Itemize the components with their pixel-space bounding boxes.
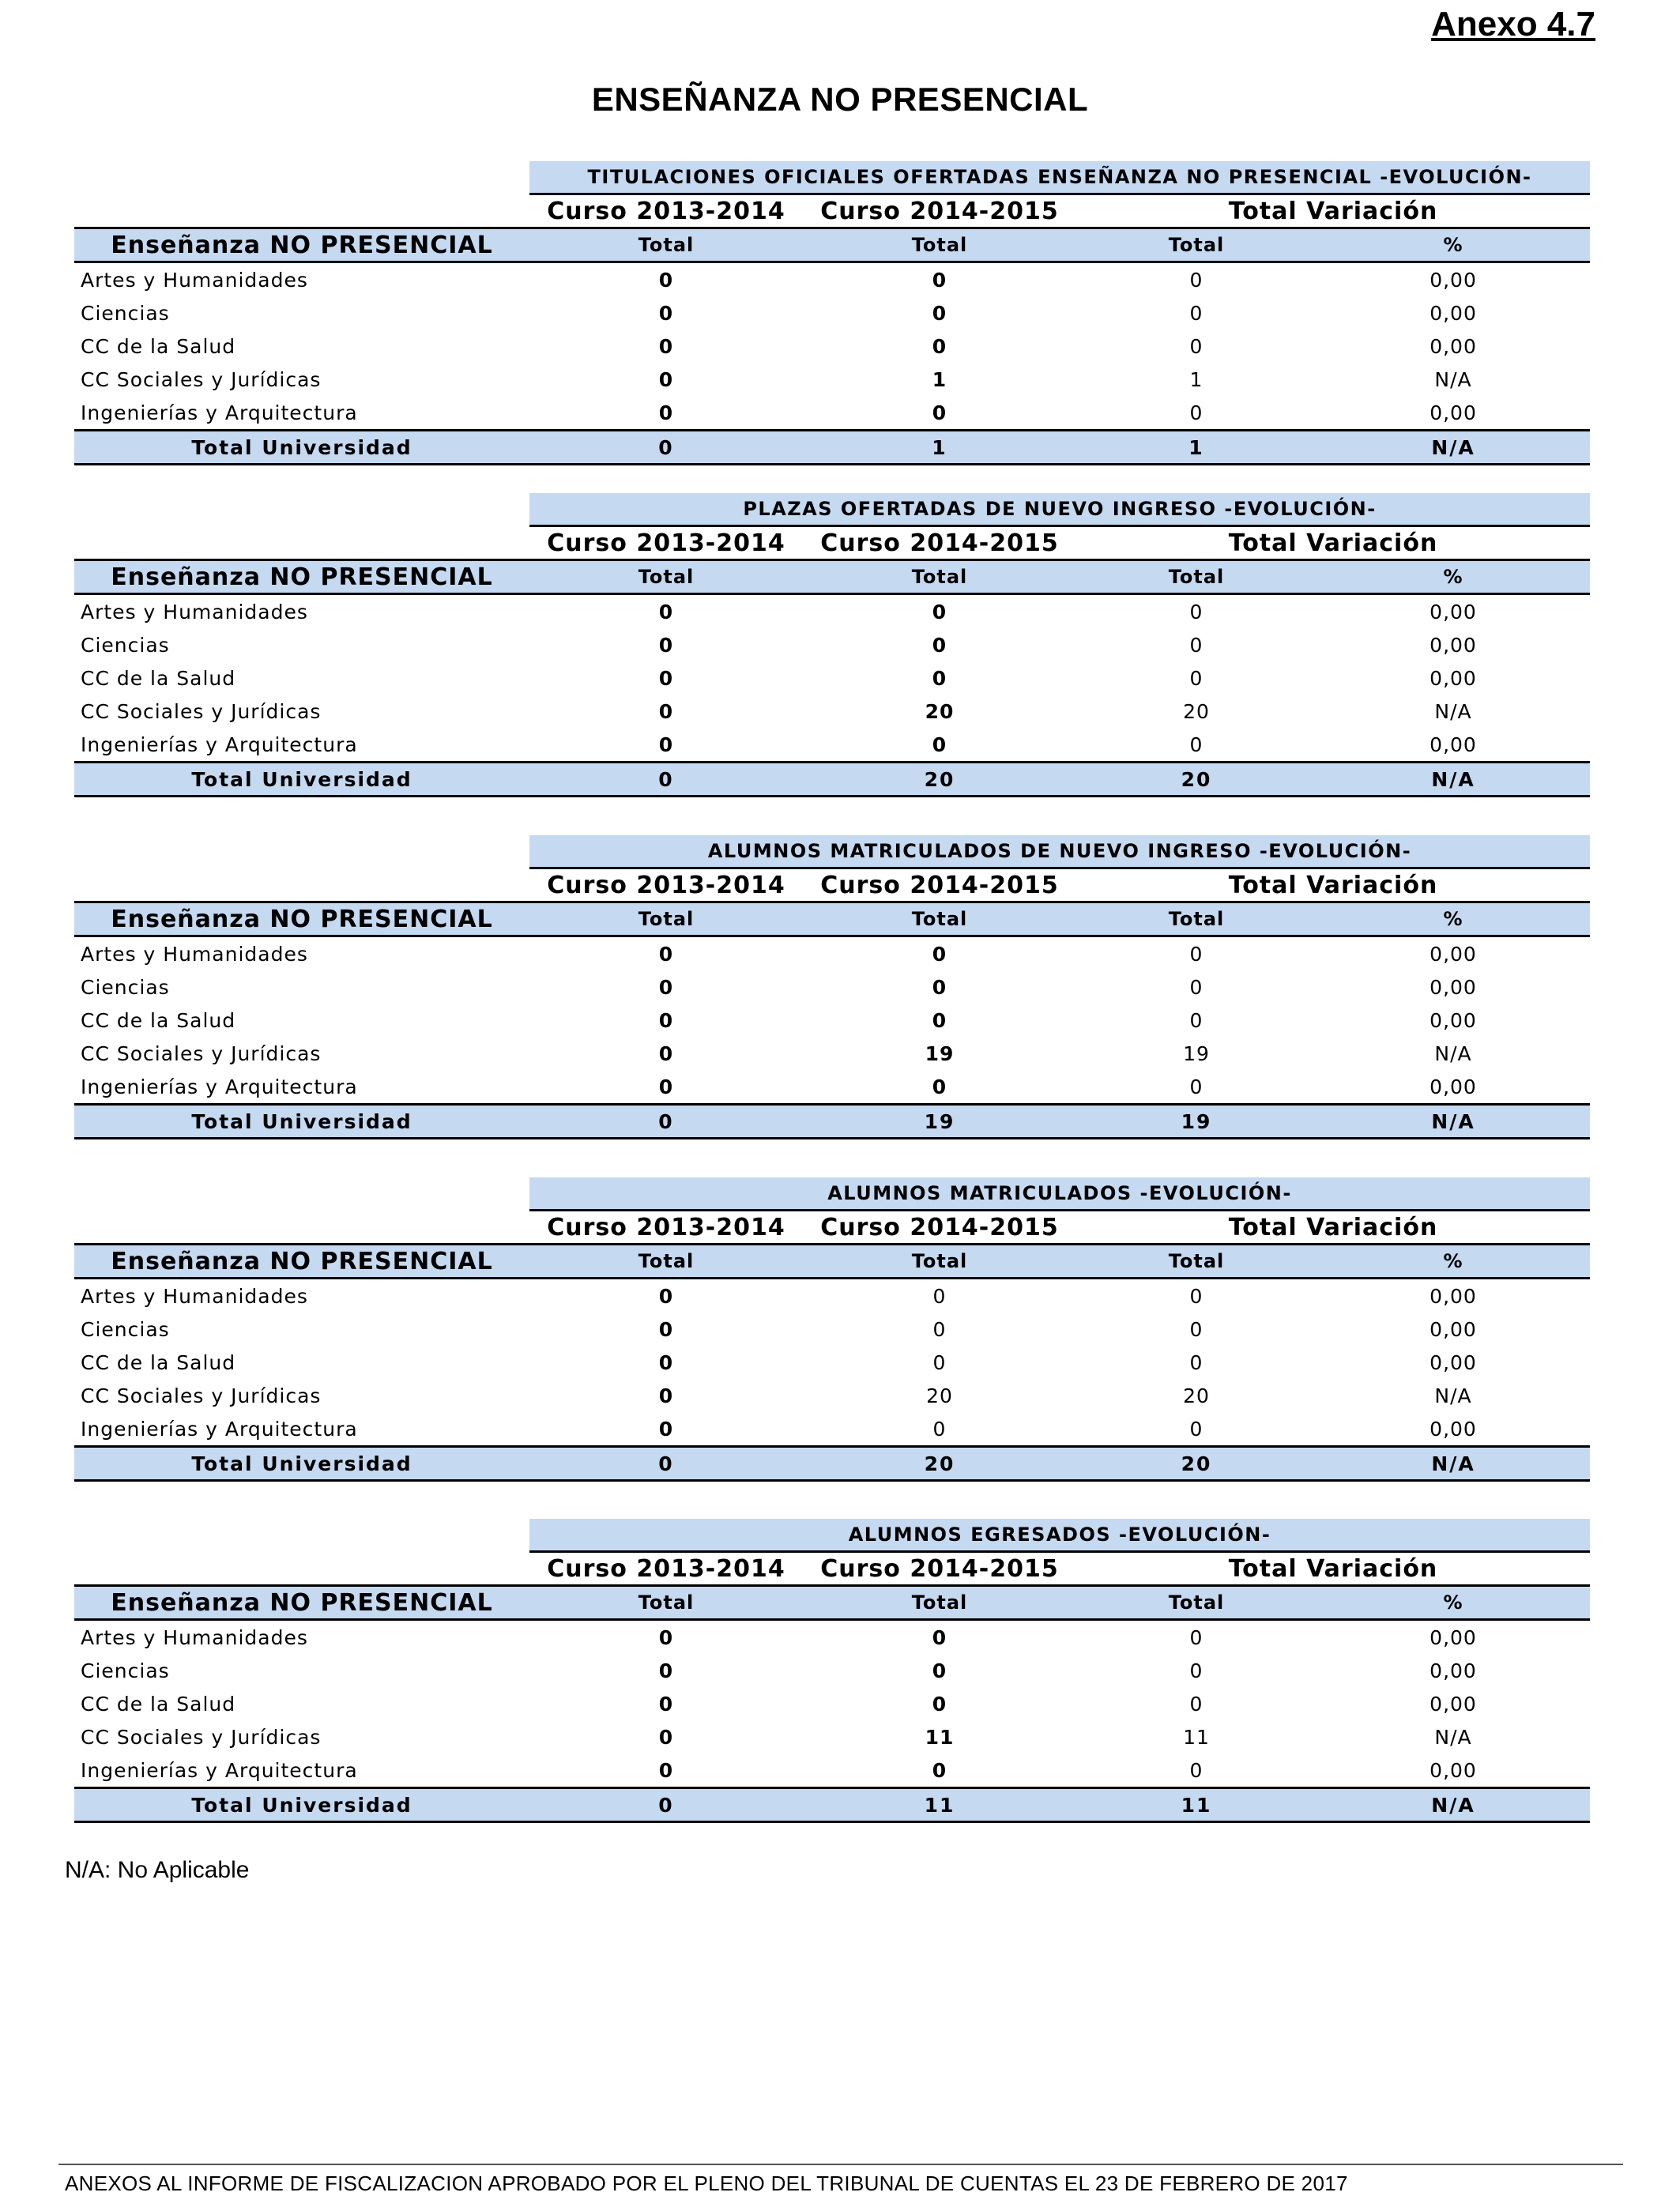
row-label: Ciencias: [81, 301, 170, 325]
value-cell: 0: [932, 600, 947, 623]
value-cell: 0: [1189, 334, 1203, 358]
value-cell: 0: [932, 942, 947, 966]
course-2013-label: Curso 2013-2014: [529, 526, 803, 560]
value-cell: 0: [1189, 600, 1203, 623]
data-table: [74, 161, 1590, 465]
page-title: ENSEÑANZA NO PRESENCIAL: [591, 81, 1089, 118]
total-variation-label: Total Variación: [1076, 1552, 1590, 1586]
blank-cell: [74, 493, 529, 526]
blank-cell: [74, 161, 529, 194]
column-header: %: [1317, 1245, 1590, 1279]
value-cell: 0: [1189, 1317, 1203, 1341]
value-cell: 11: [925, 1725, 955, 1749]
value-cell: 0: [658, 401, 674, 424]
table-row: [74, 970, 1590, 1004]
row-label: Ciencias: [81, 633, 170, 657]
total-value: 19: [803, 1105, 1076, 1139]
course-2014-label: Curso 2014-2015: [803, 868, 1076, 902]
data-table: [74, 1519, 1590, 1823]
value-cell: 0: [658, 1725, 674, 1749]
column-header: Total: [529, 228, 803, 262]
value-cell: 0,00: [1430, 1317, 1477, 1341]
value-cell: 0: [1189, 1692, 1203, 1716]
data-table: [74, 493, 1590, 797]
total-value: N/A: [1317, 431, 1590, 465]
value-cell: 0: [1189, 1284, 1203, 1308]
table-row: [74, 1654, 1590, 1687]
course-2013-label: Curso 2013-2014: [529, 194, 803, 228]
value-cell: 0: [658, 1659, 674, 1682]
blank-cell: [74, 1177, 529, 1211]
value-cell: 0,00: [1430, 334, 1477, 358]
total-value: 20: [1076, 763, 1317, 797]
column-header: Total: [1076, 560, 1317, 594]
column-header: %: [1317, 560, 1590, 594]
value-cell: 0: [932, 1659, 947, 1682]
value-cell: 0: [932, 1284, 947, 1308]
data-table: [74, 1177, 1590, 1482]
value-cell: 0: [932, 301, 947, 325]
total-value: 0: [529, 431, 803, 465]
row-header-label: Enseñanza NO PRESENCIAL: [74, 1245, 529, 1279]
blank-cell: [74, 868, 529, 902]
total-value: 1: [803, 431, 1076, 465]
row-header-label: Enseñanza NO PRESENCIAL: [74, 560, 529, 594]
table-row: [74, 330, 1590, 363]
value-cell: 0: [1189, 1417, 1203, 1441]
value-cell: 1: [932, 367, 947, 391]
row-label: CC Sociales y Jurídicas: [81, 1041, 322, 1065]
table-block: [74, 835, 1590, 1139]
value-cell: 0: [932, 633, 947, 657]
total-row: [74, 431, 1590, 465]
row-label: CC de la Salud: [81, 1350, 236, 1374]
value-cell: 0: [658, 1075, 674, 1098]
value-cell: 0: [1189, 1625, 1203, 1649]
table-title: ALUMNOS EGRESADOS -EVOLUCIÓN-: [529, 1519, 1590, 1552]
value-cell: 0: [658, 1317, 674, 1341]
column-header: %: [1317, 1586, 1590, 1620]
table-row: [74, 728, 1590, 763]
value-cell: 0: [658, 975, 674, 999]
value-cell: 0: [1189, 1075, 1203, 1098]
value-cell: 0,00: [1430, 1417, 1477, 1441]
value-cell: N/A: [1434, 1384, 1472, 1407]
course-2014-label: Curso 2014-2015: [803, 526, 1076, 560]
total-value: 11: [1076, 1788, 1317, 1822]
value-cell: 0: [658, 301, 674, 325]
total-label: Total Universidad: [74, 1447, 529, 1481]
value-cell: 0: [658, 942, 674, 966]
total-label: Total Universidad: [74, 431, 529, 465]
value-cell: 19: [925, 1041, 955, 1065]
value-cell: 0: [932, 733, 947, 756]
column-header: Total: [803, 228, 1076, 262]
table-row: [74, 1279, 1590, 1313]
table-title: ALUMNOS MATRICULADOS DE NUEVO INGRESO -EVOLUCIÓN-: [529, 835, 1590, 868]
total-value: N/A: [1317, 1788, 1590, 1822]
value-cell: 0,00: [1430, 1625, 1477, 1649]
column-header: Total: [529, 560, 803, 594]
value-cell: 0,00: [1430, 942, 1477, 966]
total-label: Total Universidad: [74, 1788, 529, 1822]
value-cell: 11: [1183, 1725, 1210, 1749]
value-cell: 0: [658, 600, 674, 623]
value-cell: 0: [658, 268, 674, 292]
value-cell: 0: [658, 1384, 674, 1407]
row-label: Artes y Humanidades: [81, 1284, 308, 1308]
value-cell: 0: [658, 1758, 674, 1782]
value-cell: 0,00: [1430, 1075, 1477, 1098]
table-title: PLAZAS OFERTADAS DE NUEVO INGRESO -EVOLUCIÓN-: [529, 493, 1590, 526]
row-label: Artes y Humanidades: [81, 268, 308, 292]
value-cell: 0: [658, 367, 674, 391]
column-header: Total: [803, 1245, 1076, 1279]
value-cell: 0: [1189, 733, 1203, 756]
value-cell: 0: [932, 268, 947, 292]
course-2013-label: Curso 2013-2014: [529, 1211, 803, 1245]
course-2014-label: Curso 2014-2015: [803, 194, 1076, 228]
value-cell: 0: [1189, 1758, 1203, 1782]
value-cell: 1: [1189, 367, 1203, 391]
value-cell: 0,00: [1430, 666, 1477, 690]
value-cell: 0: [658, 699, 674, 723]
course-2013-label: Curso 2013-2014: [529, 868, 803, 902]
table-block: [74, 1177, 1590, 1482]
table-row: [74, 1346, 1590, 1379]
value-cell: 20: [926, 1384, 953, 1407]
column-header: %: [1317, 228, 1590, 262]
value-cell: 0: [932, 1008, 947, 1032]
row-label: CC Sociales y Jurídicas: [81, 367, 322, 391]
column-header: Total: [803, 1586, 1076, 1620]
table-row: [74, 1004, 1590, 1037]
total-value: 20: [803, 1447, 1076, 1481]
value-cell: 0,00: [1430, 1008, 1477, 1032]
table-row: [74, 1313, 1590, 1346]
total-row: [74, 1105, 1590, 1139]
value-cell: 0: [658, 733, 674, 756]
course-2014-label: Curso 2014-2015: [803, 1552, 1076, 1586]
row-label: Ciencias: [81, 1317, 170, 1341]
value-cell: 0,00: [1430, 1758, 1477, 1782]
value-cell: 0: [658, 334, 674, 358]
total-value: 1: [1076, 431, 1317, 465]
total-value: 20: [1076, 1447, 1317, 1481]
row-label: Artes y Humanidades: [81, 942, 308, 966]
value-cell: N/A: [1434, 1725, 1472, 1749]
table-row: [74, 1687, 1590, 1720]
row-label: CC de la Salud: [81, 1008, 236, 1032]
page-footer: ANEXOS AL INFORME DE FISCALIZACION APROBADO POR EL PLENO DEL TRIBUNAL DE CUENTAS EL 23 DE FEBRERO DE 2017: [65, 2172, 1348, 2195]
value-cell: 0: [932, 1317, 947, 1341]
row-label: CC de la Salud: [81, 334, 236, 358]
annex-label: Anexo 4.7: [1431, 5, 1595, 43]
value-cell: 0: [1189, 633, 1203, 657]
value-cell: 0: [1189, 975, 1203, 999]
row-label: Ciencias: [81, 975, 170, 999]
value-cell: 20: [1183, 1384, 1210, 1407]
table-row: [74, 628, 1590, 661]
blank-cell: [74, 526, 529, 560]
value-cell: 0,00: [1430, 600, 1477, 623]
table-row: [74, 936, 1590, 971]
value-cell: 0: [658, 1692, 674, 1716]
value-cell: 0: [932, 1350, 947, 1374]
blank-cell: [74, 194, 529, 228]
table-block: [74, 161, 1590, 465]
value-cell: 0: [658, 1417, 674, 1441]
column-header: Total: [803, 560, 1076, 594]
value-cell: 0,00: [1430, 633, 1477, 657]
blank-cell: [74, 1211, 529, 1245]
row-label: CC de la Salud: [81, 1692, 236, 1716]
total-variation-label: Total Variación: [1076, 526, 1590, 560]
table-row: [74, 661, 1590, 695]
total-value: 0: [529, 763, 803, 797]
value-cell: 0: [658, 1284, 674, 1308]
row-label: Ingenierías y Arquitectura: [81, 1758, 358, 1782]
table-title: TITULACIONES OFICIALES OFERTADAS ENSEÑANZA NO PRESENCIAL -EVOLUCIÓN-: [529, 161, 1590, 194]
value-cell: 20: [925, 699, 955, 723]
value-cell: 0: [932, 1625, 947, 1649]
value-cell: N/A: [1434, 367, 1472, 391]
total-value: N/A: [1317, 763, 1590, 797]
row-label: Ingenierías y Arquitectura: [81, 401, 358, 424]
table-row: [74, 396, 1590, 431]
row-label: CC de la Salud: [81, 666, 236, 690]
column-header: Total: [803, 902, 1076, 936]
column-header: Total: [1076, 1586, 1317, 1620]
value-cell: 0: [932, 334, 947, 358]
row-header-label: Enseñanza NO PRESENCIAL: [74, 902, 529, 936]
value-cell: 0: [1189, 666, 1203, 690]
footer-divider: [58, 2164, 1623, 2165]
value-cell: 0,00: [1430, 1350, 1477, 1374]
table-row: [74, 1412, 1590, 1447]
total-label: Total Universidad: [74, 1105, 529, 1139]
total-row: [74, 763, 1590, 797]
table-block: [74, 1519, 1590, 1823]
value-cell: 0: [1189, 268, 1203, 292]
column-header: Total: [1076, 902, 1317, 936]
total-value: N/A: [1317, 1447, 1590, 1481]
value-cell: 0,00: [1430, 1692, 1477, 1716]
value-cell: 0: [1189, 1350, 1203, 1374]
row-label: Ciencias: [81, 1659, 170, 1682]
value-cell: 0: [1189, 1008, 1203, 1032]
total-row: [74, 1788, 1590, 1822]
table-row: [74, 1753, 1590, 1788]
value-cell: 0: [658, 666, 674, 690]
row-label: CC Sociales y Jurídicas: [81, 699, 322, 723]
column-header: Total: [529, 1586, 803, 1620]
total-row: [74, 1447, 1590, 1481]
value-cell: 0: [932, 1758, 947, 1782]
total-variation-label: Total Variación: [1076, 1211, 1590, 1245]
value-cell: 0: [932, 1417, 947, 1441]
value-cell: 0: [1189, 942, 1203, 966]
value-cell: 20: [1183, 699, 1210, 723]
value-cell: 0: [658, 1625, 674, 1649]
table-row: [74, 695, 1590, 728]
total-value: 20: [803, 763, 1076, 797]
row-label: Ingenierías y Arquitectura: [81, 733, 358, 756]
total-value: 0: [529, 1447, 803, 1481]
column-header: Total: [1076, 228, 1317, 262]
value-cell: 0,00: [1430, 301, 1477, 325]
value-cell: 0,00: [1430, 975, 1477, 999]
total-variation-label: Total Variación: [1076, 868, 1590, 902]
footnote: N/A: No Aplicable: [65, 1857, 250, 1883]
row-label: Ingenierías y Arquitectura: [81, 1417, 358, 1441]
row-header-label: Enseñanza NO PRESENCIAL: [74, 228, 529, 262]
value-cell: 0,00: [1430, 1659, 1477, 1682]
table-row: [74, 1620, 1590, 1655]
column-header: Total: [1076, 1245, 1317, 1279]
blank-cell: [74, 1519, 529, 1552]
total-value: 0: [529, 1105, 803, 1139]
value-cell: 0: [932, 1692, 947, 1716]
value-cell: 0,00: [1430, 401, 1477, 424]
value-cell: 0: [658, 1350, 674, 1374]
row-label: Artes y Humanidades: [81, 1625, 308, 1649]
column-header: %: [1317, 902, 1590, 936]
value-cell: N/A: [1434, 1041, 1472, 1065]
table-row: [74, 594, 1590, 629]
blank-cell: [74, 1552, 529, 1586]
column-header: Total: [529, 902, 803, 936]
data-table: [74, 835, 1590, 1139]
value-cell: 0,00: [1430, 733, 1477, 756]
value-cell: 0: [932, 1075, 947, 1098]
value-cell: 19: [1183, 1041, 1210, 1065]
value-cell: 0: [1189, 1659, 1203, 1682]
table-block: [74, 493, 1590, 797]
value-cell: 0: [1189, 301, 1203, 325]
value-cell: 0,00: [1430, 1284, 1477, 1308]
total-value: 19: [1076, 1105, 1317, 1139]
blank-cell: [74, 835, 529, 868]
total-value: 0: [529, 1788, 803, 1822]
total-variation-label: Total Variación: [1076, 194, 1590, 228]
table-title: ALUMNOS MATRICULADOS -EVOLUCIÓN-: [529, 1177, 1590, 1211]
course-2013-label: Curso 2013-2014: [529, 1552, 803, 1586]
table-row: [74, 363, 1590, 396]
row-label: CC Sociales y Jurídicas: [81, 1384, 322, 1407]
table-row: [74, 1037, 1590, 1070]
value-cell: 0: [932, 401, 947, 424]
value-cell: 0: [932, 666, 947, 690]
value-cell: N/A: [1434, 699, 1472, 723]
column-header: Total: [529, 1245, 803, 1279]
value-cell: 0: [658, 633, 674, 657]
table-row: [74, 1720, 1590, 1753]
value-cell: 0: [658, 1008, 674, 1032]
row-header-label: Enseñanza NO PRESENCIAL: [74, 1586, 529, 1620]
table-row: [74, 1070, 1590, 1105]
value-cell: 0: [932, 975, 947, 999]
total-value: 11: [803, 1788, 1076, 1822]
row-label: CC Sociales y Jurídicas: [81, 1725, 322, 1749]
value-cell: 0: [1189, 401, 1203, 424]
table-row: [74, 262, 1590, 297]
total-value: N/A: [1317, 1105, 1590, 1139]
value-cell: 0: [658, 1041, 674, 1065]
total-label: Total Universidad: [74, 763, 529, 797]
row-label: Ingenierías y Arquitectura: [81, 1075, 358, 1098]
row-label: Artes y Humanidades: [81, 600, 308, 623]
table-row: [74, 296, 1590, 330]
course-2014-label: Curso 2014-2015: [803, 1211, 1076, 1245]
value-cell: 0,00: [1430, 268, 1477, 292]
table-row: [74, 1379, 1590, 1412]
